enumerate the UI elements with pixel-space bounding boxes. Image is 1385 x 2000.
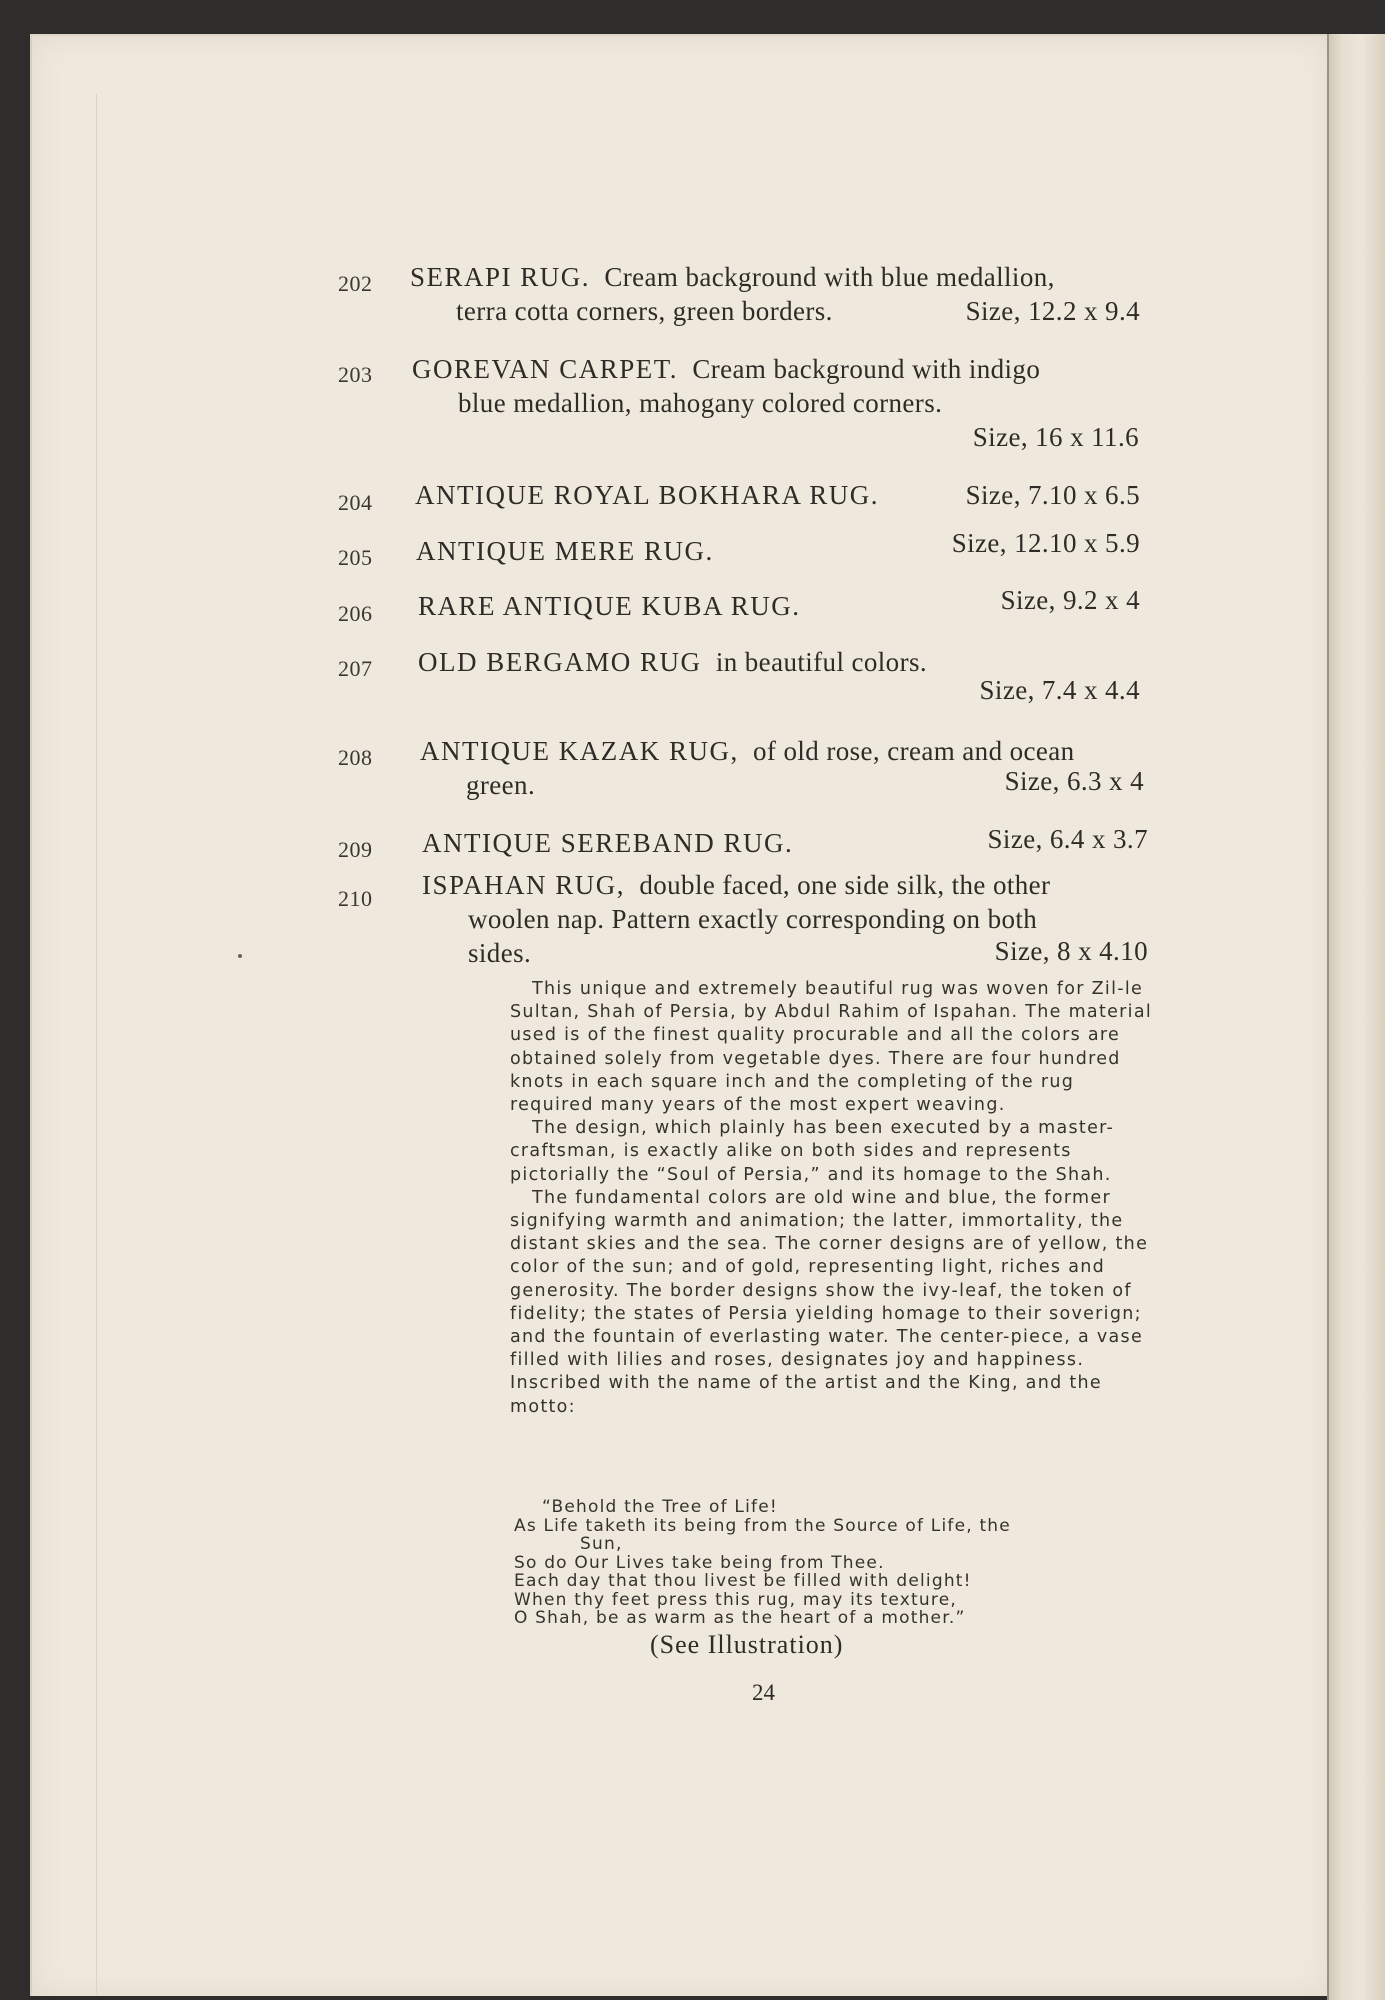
lot-number: 209 <box>338 837 373 862</box>
lot-text-line2: green. <box>466 770 536 800</box>
lot-entry-207 <box>418 645 1140 705</box>
lot-title: ANTIQUE KAZAK RUG, <box>420 736 739 766</box>
lot-number: 207 <box>338 656 373 681</box>
lot-number: 208 <box>338 745 373 770</box>
lot-number: 203 <box>338 362 373 387</box>
lot-entry-202 <box>410 260 1140 328</box>
lot-size: Size, 7.4 x 4.4 <box>979 675 1140 705</box>
description-paragraph: This unique and extremely beautiful rug was woven for Zil-le Sultan, Shah of Persia, by Abdul Rahim of Ispahan. The material used is of the finest quality procurable and all the colors are obtained solely from vegetable dyes. There are four hundred knots in each square inch and the completing of the rug required many years of the most expert weaving. <box>510 979 1153 1116</box>
lot-title: ISPAHAN RUG, <box>422 870 626 900</box>
entry-line <box>422 868 1148 902</box>
lot-size: Size, 9.2 x 4 <box>1000 585 1140 615</box>
lot-entry-210 <box>422 868 1148 970</box>
entry-line <box>420 734 1144 768</box>
poem-line: Sun, <box>580 1534 623 1554</box>
paper-speck <box>238 954 242 958</box>
lot-entry-209 <box>422 826 1148 860</box>
lot-number: 205 <box>338 545 373 570</box>
entry-line <box>422 902 1148 936</box>
lot-title: RARE ANTIQUE KUBA RUG. <box>418 591 801 621</box>
lot-entry-205 <box>416 528 1140 568</box>
lot-size: Size, 16 x 11.6 <box>972 422 1139 452</box>
entry-line <box>410 260 1140 294</box>
lot-text: in beautiful colors. <box>715 647 928 677</box>
lot-text: double faced, one side silk, the other <box>639 870 1051 900</box>
poem-line: When thy feet press this rug, may its texture, <box>514 1589 957 1610</box>
lot-size: Size, 8 x 4.10 <box>994 936 1148 966</box>
lot-entry-208 <box>420 734 1144 802</box>
lot-title: ANTIQUE SEREBAND RUG. <box>422 828 794 858</box>
lot-text-line2: blue medallion, mahogany colored corners. <box>458 388 943 418</box>
lot-title: SERAPI RUG. <box>410 262 591 292</box>
lot-number: 206 <box>338 601 373 626</box>
poem-line: So do Our Lives take being from Thee. <box>514 1552 885 1573</box>
lot-entry-204 <box>415 478 1140 512</box>
lot-text-line2: terra cotta corners, green borders. <box>456 296 833 326</box>
description-paragraph: The fundamental colors are old wine and blue, the former signifying warmth and animation; the latter, immortality, the distant skies and the sea. The corner designs are of yellow, the color of the sun; and of gold, representing light, riches and generosity. The border designs show the ivy-leaf, the token of fidelity; the states of Persia yielding homage to their soverign; and the fountain of everlasting water. The center-piece, a vase filled with lilies and roses, designates joy and happiness. Inscribed with the name of the artist and the King, and the motto: <box>510 1187 1149 1417</box>
poem-line: Each day that thou livest be filled with delight! <box>514 1571 972 1591</box>
lot-size: Size, 6.3 x 4 <box>1004 766 1144 796</box>
description-paragraph: The design, which plainly has been executed by a master-craftsman, is exactly alike on both sides and represents pictorially the “Soul of Persia,” and its homage to the Shah. <box>510 1118 1115 1185</box>
lot-text-line2: woolen nap. Pattern exactly corresponding on both <box>468 904 1038 934</box>
lot-entry-206 <box>418 585 1140 623</box>
motto-poem <box>514 1497 1170 1628</box>
poem-line: As Life taketh its being from the Source of Life, the <box>514 1515 1011 1536</box>
lot-number: 202 <box>338 271 373 296</box>
lot-size: Size, 6.4 x 3.7 <box>987 824 1148 854</box>
lot-title: OLD BERGAMO RUG <box>418 647 702 677</box>
lot-entry-203 <box>412 352 1139 452</box>
lot-size: Size, 12.10 x 5.9 <box>951 528 1140 558</box>
entry-line <box>412 386 1139 420</box>
poem-line: O Shah, be as warm as the heart of a mother.” <box>514 1608 966 1628</box>
lot-210-description <box>510 978 1160 1419</box>
lot-text: of old rose, cream and ocean <box>753 736 1075 766</box>
poem-line: “Behold the Tree of Life! <box>542 1497 778 1517</box>
entry-line <box>412 352 1139 386</box>
lot-title: ANTIQUE ROYAL BOKHARA RUG. <box>415 480 879 510</box>
page-number: 24 <box>752 1680 775 1705</box>
lot-title: ANTIQUE MERE RUG. <box>416 536 714 566</box>
lot-size: Size, 7.10 x 6.5 <box>965 480 1140 510</box>
lot-number: 204 <box>338 490 373 515</box>
lot-text: Cream background with blue medallion, <box>604 262 1055 292</box>
lot-number: 210 <box>338 886 373 911</box>
lot-text: Cream background with indigo <box>692 354 1041 384</box>
lot-size: Size, 12.2 x 9.4 <box>965 296 1140 326</box>
see-illustration-note: (See Illustration) <box>650 1630 844 1659</box>
lot-title: GOREVAN CARPET. <box>412 354 679 384</box>
lot-text-line3: sides. <box>468 938 532 968</box>
